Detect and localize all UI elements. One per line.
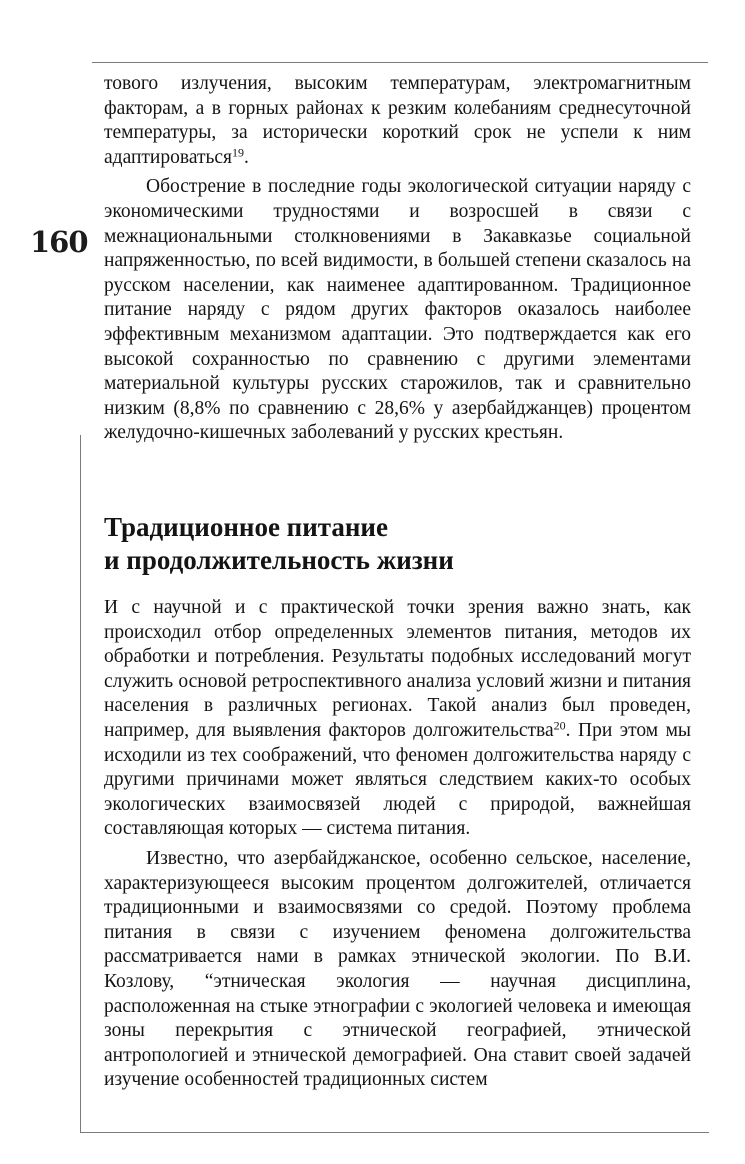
bottom-rule	[80, 1132, 709, 1133]
paragraph-azerbaijan: Известно, что азербайджанское, особенно сельское, население, характеризующееся высоким процентом долгожителей, отличается традиционными и взаимосвязями со средой. Поэтому проблема питания в связи с изучением феномена долгожительства рассматривается нами в рамках этнической экологии. По В.И. Козлову, “этническая экология — научная дисциплина, расположенная на стыке этнографии с экологией человека и имеющая зоны перекрытия с этнической географией, этнической антропологией и этнической демографией. Она ставит своей задачей изучение особенностей традиционных систем	[104, 847, 691, 1091]
text-block-bottom	[104, 596, 691, 1093]
left-rule	[80, 435, 81, 1132]
section-heading	[104, 511, 691, 577]
page-number: 160	[30, 225, 88, 259]
section-title-line-1: Традиционное питание	[104, 512, 388, 542]
text-block-top	[104, 72, 691, 446]
top-rule	[92, 62, 708, 63]
section-title-line-2: и продолжительность жизни	[104, 545, 454, 575]
footnote-ref-19: 19	[232, 145, 245, 160]
footnote-ref-20: 20	[553, 718, 566, 733]
paragraph-continuation: тового излучения, высоким температурам, электромагнитным факторам, а в горных районах к резким колебаниям среднесуточной температуры, за исторически короткий срок не успели к ним адаптироваться$^{19}$.	[104, 73, 691, 168]
paragraph-longevity: И с научной и с практической точки зрения важно знать, как происходил отбор определенных элементов питания, методов их обработки и потребления. Результаты подобных исследований могут служить основой ретроспективного анализа условий жизни и питания населения в различных регионах. Такой анализ был проведен, например, для выявления факторов долгожительства$^{20}$. При этом мы исходили из тех соображений, что феномен долгожительства наряду с другими причинами может являться следствием каких-то особых экологических взаимосвязей людей с природой, важнейшая составляющая которых — система питания.	[104, 597, 692, 840]
paragraph-ecology: Обострение в последние годы экологической ситуации наряду с экономическими трудностями и возросшей в связи с межнациональными столкновениями в Закавказье социальной напряженностью, по всей видимости, в большей степени сказалось на русском населении, как наименее адаптированном. Традиционное питание наряду с рядом других факторов оказалось наиболее эффективным механизмом адаптации. Это подтверждается как его высокой сохранностью по сравнению с другими элементами материальной культуры русских старожилов, так и сравнительно низким (8,8% по сравнению с 28,6% у азербайджанцев) процентом желудочно-кишечных заболеваний у русских крестьян.	[104, 176, 691, 444]
